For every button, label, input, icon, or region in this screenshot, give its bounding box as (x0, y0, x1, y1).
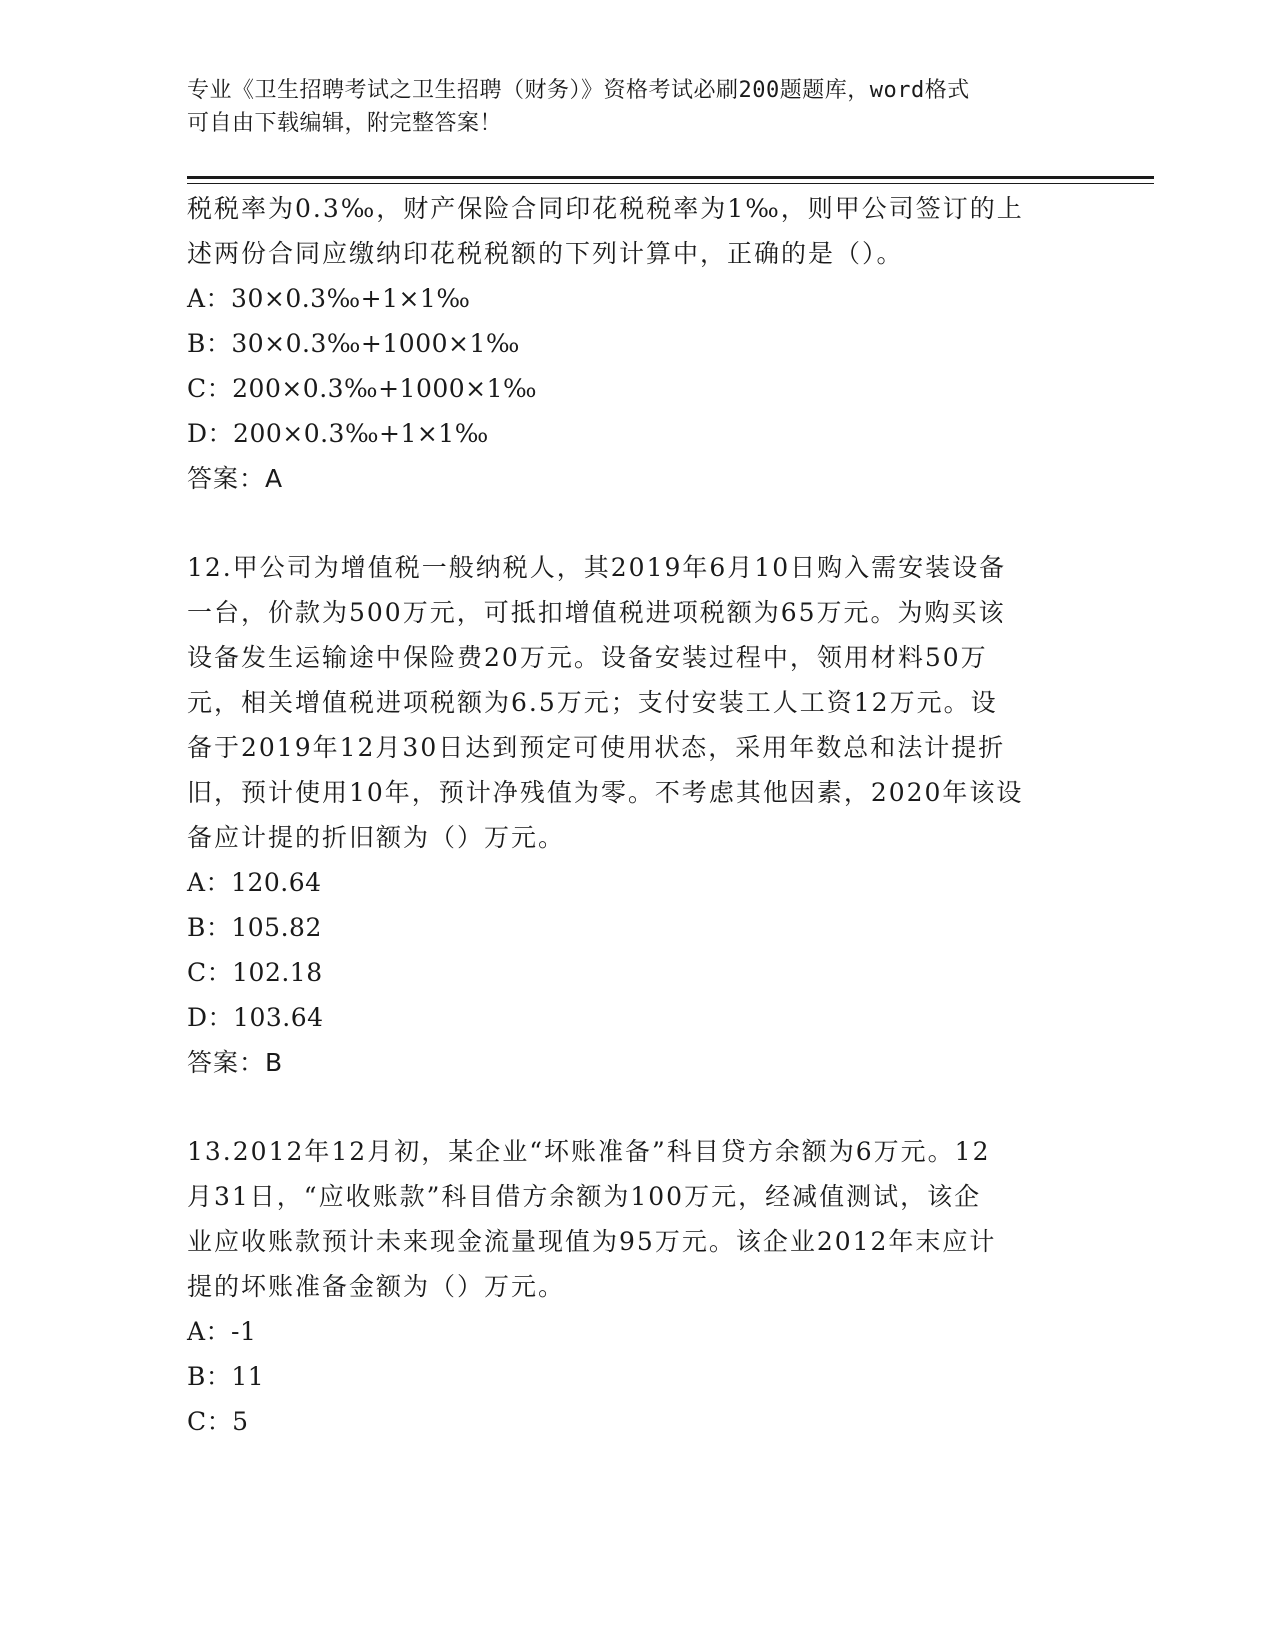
question-text-line: 旧，预计使用10年，预计净残值为零。不考虑其他因素，2020年该设 (187, 778, 1024, 807)
option-c: C：200×0.3‰+1000×1‰ (187, 374, 538, 403)
question-text-line: 业应收账款预计未来现金流量现值为95万元。该企业2012年末应计 (187, 1227, 997, 1256)
question-text-line: 税税率为0.3‰，财产保险合同印花税税率为1‰，则甲公司签订的上 (187, 194, 1024, 223)
header-divider-thick (187, 176, 1154, 179)
option-b: B：11 (187, 1362, 265, 1391)
question-12 (187, 545, 1087, 1085)
question-content (187, 186, 1087, 1444)
question-text-line: 元，相关增值税进项税额为6.5万元；支付安装工人工资12万元。设 (187, 688, 998, 717)
option-a: A：-1 (187, 1317, 257, 1346)
header-divider-thin (187, 183, 1154, 184)
option-b: B：105.82 (187, 913, 322, 942)
document-header (187, 74, 1067, 140)
option-a: A：120.64 (187, 868, 322, 897)
question-text-line: 备应计提的折旧额为（）万元。 (187, 823, 566, 852)
question-text-line: 月31日，“应收账款”科目借方余额为100万元，经减值测试，该企 (187, 1182, 982, 1211)
option-b: B：30×0.3‰+1000×1‰ (187, 329, 520, 358)
question-11 (187, 186, 1087, 501)
question-text-line: 提的坏账准备金额为（）万元。 (187, 1272, 566, 1301)
question-text-line: 12.甲公司为增值税一般纳税人，其2019年6月10日购入需安装设备 (187, 553, 1007, 582)
option-d: D：103.64 (187, 1003, 324, 1032)
question-text-line: 13.2012年12月初，某企业“坏账准备”科目贷方余额为6万元。12 (187, 1137, 991, 1166)
option-d: D：200×0.3‰+1×1‰ (187, 419, 489, 448)
question-13 (187, 1129, 1087, 1444)
question-text-line: 设备发生运输途中保险费20万元。设备安装过程中，领用材料50万 (187, 643, 988, 672)
option-a: A：30×0.3‰+1×1‰ (187, 284, 471, 313)
spacer (187, 501, 1087, 545)
header-title-line-1: 专业《卫生招聘考试之卫生招聘（财务）》资格考试必刷200题题库，word格式 (187, 78, 970, 103)
question-text-line: 一台，价款为500万元，可抵扣增值税进项税额为65万元。为购买该 (187, 598, 1006, 627)
option-c: C：5 (187, 1407, 249, 1436)
question-text-line: 述两份合同应缴纳印花税税额的下列计算中，正确的是（）。 (187, 239, 904, 268)
answer-label: 答案：B (187, 1048, 284, 1077)
question-text-line: 备于2019年12月30日达到预定可使用状态，采用年数总和法计提折 (187, 733, 1006, 762)
header-title-line-2: 可自由下载编辑，附完整答案！ (187, 111, 503, 136)
answer-label: 答案：A (187, 464, 284, 493)
option-c: C：102.18 (187, 958, 323, 987)
spacer (187, 1085, 1087, 1129)
